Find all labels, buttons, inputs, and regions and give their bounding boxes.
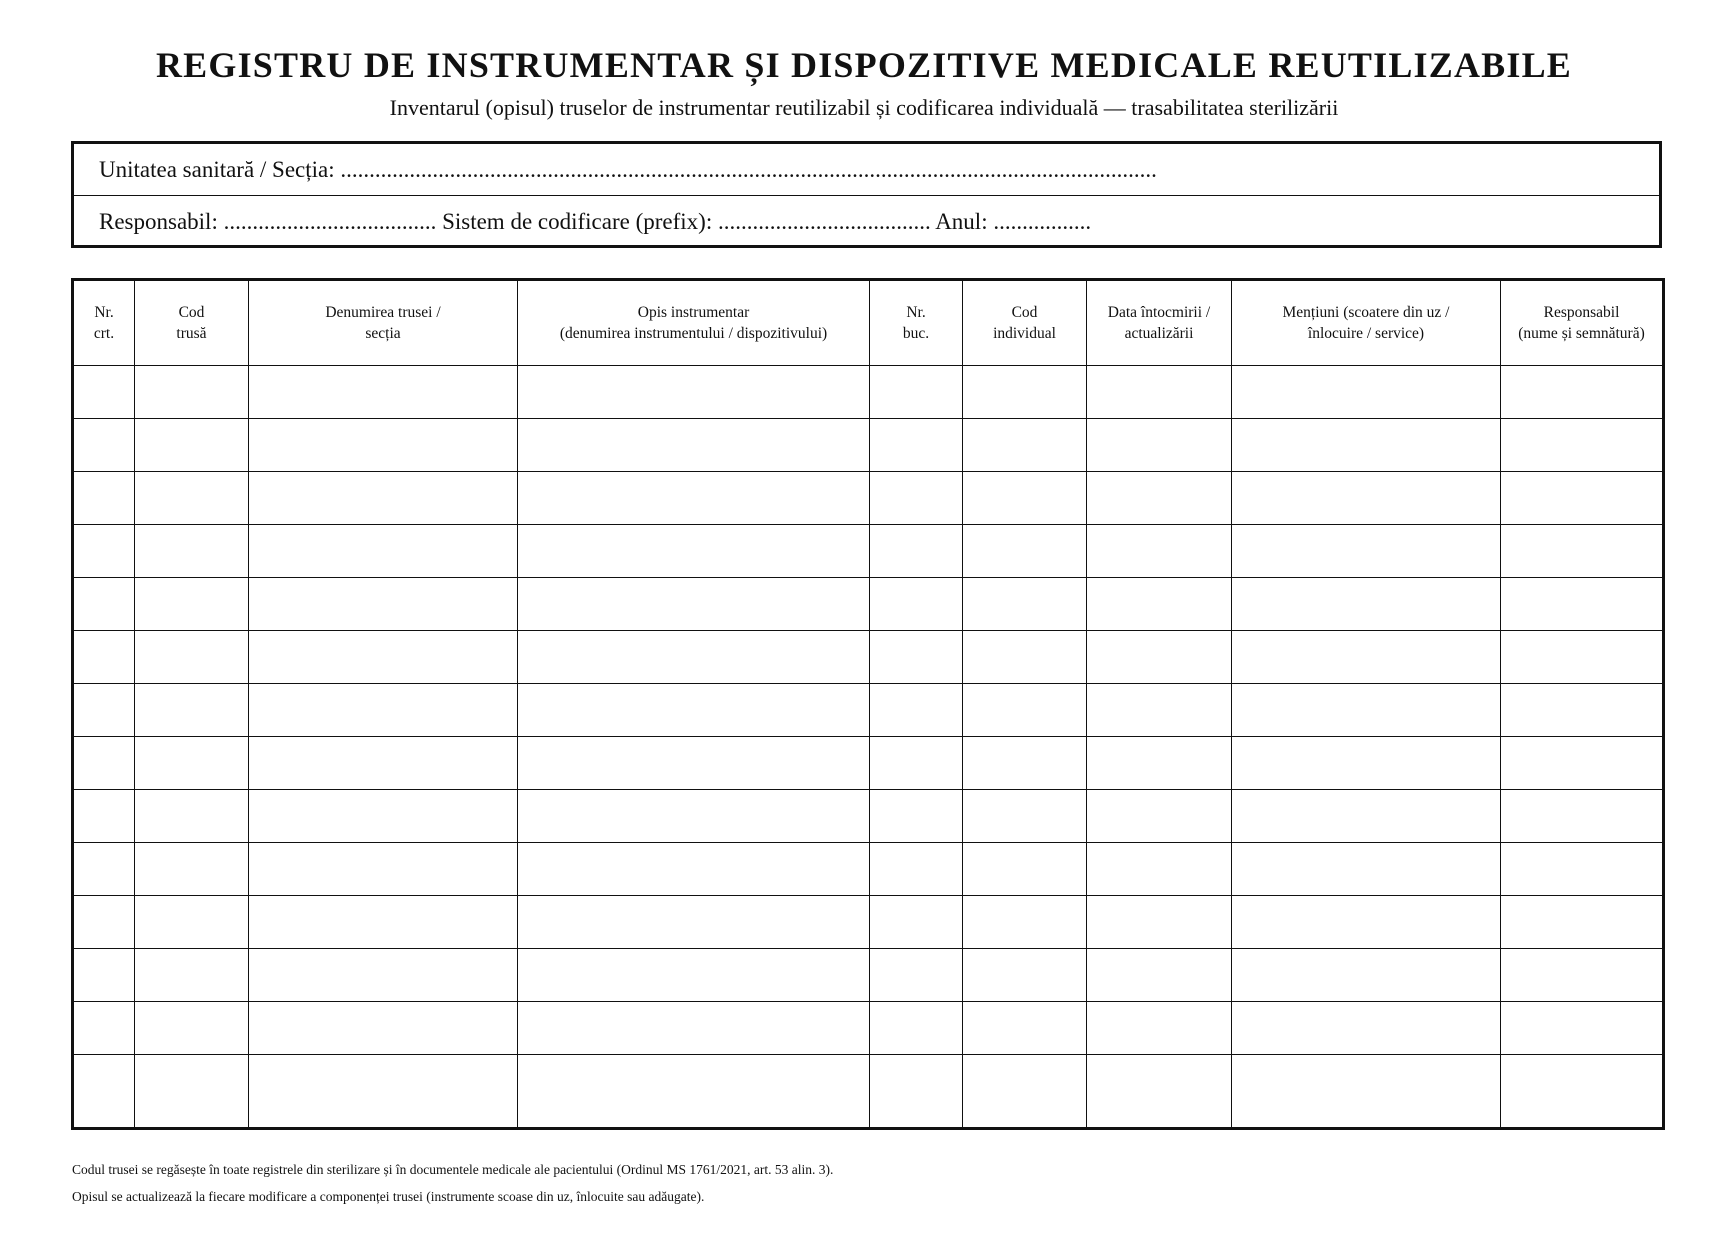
table-cell[interactable] xyxy=(963,896,1087,949)
col-header-responsabil xyxy=(1501,280,1664,366)
table-cell[interactable] xyxy=(1232,843,1501,896)
table-cell[interactable] xyxy=(870,684,963,737)
table-cell[interactable] xyxy=(870,525,963,578)
table-cell[interactable] xyxy=(1232,684,1501,737)
table-cell[interactable] xyxy=(73,525,135,578)
table-cell[interactable] xyxy=(249,472,518,525)
table-cell[interactable] xyxy=(1232,578,1501,631)
table-cell[interactable] xyxy=(518,684,870,737)
table-cell[interactable] xyxy=(249,631,518,684)
table-cell[interactable] xyxy=(249,737,518,790)
table-cell[interactable] xyxy=(963,843,1087,896)
table-cell[interactable] xyxy=(963,472,1087,525)
col-header-cod-trusa xyxy=(135,280,249,366)
col-header-denumirea-trusei xyxy=(249,280,518,366)
col-header-line: Data întocmirii / xyxy=(1107,304,1211,321)
table-cell[interactable] xyxy=(518,578,870,631)
col-header-nr-buc xyxy=(870,280,963,366)
table-cell[interactable] xyxy=(135,896,249,949)
table-cell[interactable] xyxy=(73,578,135,631)
table-cell[interactable] xyxy=(1232,366,1501,419)
info-unit-row: Unitatea sanitară / Secția: .............................................................................................................................................. xyxy=(74,144,1659,196)
table-cell[interactable] xyxy=(249,1002,518,1055)
table-cell[interactable] xyxy=(963,1002,1087,1055)
table-cell[interactable] xyxy=(135,472,249,525)
table-cell[interactable] xyxy=(1087,684,1232,737)
col-header-line: individual xyxy=(993,325,1056,342)
col-header-line: (denumirea instrumentului / dispozitivului) xyxy=(559,325,828,342)
table-cell[interactable] xyxy=(1501,631,1664,684)
col-header-mentiuni xyxy=(1232,280,1501,366)
table-row xyxy=(73,631,1664,684)
table-cell[interactable] xyxy=(963,684,1087,737)
table-cell[interactable] xyxy=(1501,366,1664,419)
table-cell[interactable] xyxy=(518,1055,870,1129)
col-header-line: înlocuire / service) xyxy=(1307,325,1425,342)
table-cell[interactable] xyxy=(1501,578,1664,631)
table-cell[interactable] xyxy=(73,684,135,737)
col-header-line: actualizării xyxy=(1124,325,1194,342)
table-cell[interactable] xyxy=(518,366,870,419)
col-header-line: Nr. xyxy=(94,304,114,321)
table-cell[interactable] xyxy=(249,790,518,843)
table-row xyxy=(73,843,1664,896)
table-cell[interactable] xyxy=(963,578,1087,631)
table-cell[interactable] xyxy=(135,1002,249,1055)
table-cell[interactable] xyxy=(870,949,963,1002)
table-cell[interactable] xyxy=(135,684,249,737)
table-cell[interactable] xyxy=(1232,896,1501,949)
col-header-line: Denumirea trusei / xyxy=(325,304,441,321)
table-cell[interactable] xyxy=(963,949,1087,1002)
col-header-line: Opis instrumentar xyxy=(637,304,750,321)
table-cell[interactable] xyxy=(1087,472,1232,525)
table-cell[interactable] xyxy=(870,896,963,949)
table-cell[interactable] xyxy=(249,419,518,472)
col-header-line: buc. xyxy=(902,325,930,342)
col-header-line: (nume și semnătură) xyxy=(1518,325,1645,342)
col-header-line: Cod xyxy=(1011,304,1038,321)
col-header-line: trusă xyxy=(176,325,207,342)
col-header-nr-crt xyxy=(73,280,135,366)
footnote-line: Opisul se actualizează la fiecare modificare a componenței trusei (instrumente scoase din uz, înlocuite sau adăugate). xyxy=(72,1189,705,1204)
table-cell[interactable] xyxy=(1501,896,1664,949)
table-cell[interactable] xyxy=(870,419,963,472)
table-cell[interactable] xyxy=(870,366,963,419)
table-cell[interactable] xyxy=(518,472,870,525)
table-cell[interactable] xyxy=(135,525,249,578)
table-cell[interactable] xyxy=(963,631,1087,684)
table-row xyxy=(73,419,1664,472)
table-cell[interactable] xyxy=(73,631,135,684)
table-cell[interactable] xyxy=(870,1002,963,1055)
col-header-line: Nr. xyxy=(906,304,926,321)
table-cell[interactable] xyxy=(73,1002,135,1055)
table-cell[interactable] xyxy=(1501,949,1664,1002)
table-cell[interactable] xyxy=(1232,419,1501,472)
table-cell[interactable] xyxy=(135,578,249,631)
table-cell[interactable] xyxy=(249,684,518,737)
table-cell[interactable] xyxy=(1087,790,1232,843)
table-row xyxy=(73,684,1664,737)
table-cell[interactable] xyxy=(518,1002,870,1055)
table-row xyxy=(73,1002,1664,1055)
table-cell[interactable] xyxy=(1501,843,1664,896)
table-cell[interactable] xyxy=(1501,1055,1664,1129)
table-cell[interactable] xyxy=(518,896,870,949)
col-header-line: Mențiuni (scoatere din uz / xyxy=(1282,304,1450,321)
table-cell[interactable] xyxy=(963,366,1087,419)
table-cell[interactable] xyxy=(870,790,963,843)
table-cell[interactable] xyxy=(870,578,963,631)
table-cell[interactable] xyxy=(249,366,518,419)
table-header-row xyxy=(73,280,1664,366)
table-row xyxy=(73,525,1664,578)
col-header-line: Cod xyxy=(178,304,205,321)
table-cell[interactable] xyxy=(1501,472,1664,525)
table-cell[interactable] xyxy=(870,843,963,896)
page-title: REGISTRU DE INSTRUMENTAR ȘI DISPOZITIVE MEDICALE REUTILIZABILE xyxy=(155,45,1573,85)
table-cell[interactable] xyxy=(870,737,963,790)
table-row xyxy=(73,366,1664,419)
table-cell[interactable] xyxy=(1232,949,1501,1002)
table-cell[interactable] xyxy=(963,1055,1087,1129)
table-cell[interactable] xyxy=(518,525,870,578)
info-box xyxy=(71,141,1662,248)
table-cell[interactable] xyxy=(870,631,963,684)
table-row xyxy=(73,949,1664,1002)
table-cell[interactable] xyxy=(249,525,518,578)
table-body xyxy=(73,366,1664,1129)
table-cell[interactable] xyxy=(1501,1002,1664,1055)
table-cell[interactable] xyxy=(73,366,135,419)
table-cell[interactable] xyxy=(870,472,963,525)
table-cell[interactable] xyxy=(1087,896,1232,949)
table-cell[interactable] xyxy=(249,949,518,1002)
col-header-line: Responsabil xyxy=(1543,304,1620,321)
table-cell[interactable] xyxy=(135,737,249,790)
table-cell[interactable] xyxy=(1087,366,1232,419)
table-row xyxy=(73,896,1664,949)
table-cell[interactable] xyxy=(1232,737,1501,790)
table-cell[interactable] xyxy=(73,843,135,896)
table-cell[interactable] xyxy=(249,578,518,631)
table-cell[interactable] xyxy=(963,790,1087,843)
info-responsible-row: Responsabil: ..................................... Sistem de codificare (prefix): ..................................... Anul: ................. xyxy=(99,209,1092,234)
table-cell[interactable] xyxy=(135,631,249,684)
table-cell[interactable] xyxy=(1087,843,1232,896)
table-cell[interactable] xyxy=(1087,631,1232,684)
table-cell[interactable] xyxy=(249,896,518,949)
table-cell[interactable] xyxy=(1501,790,1664,843)
footnotes xyxy=(72,1156,833,1210)
table-cell[interactable] xyxy=(135,949,249,1002)
table-cell[interactable] xyxy=(73,896,135,949)
table-cell[interactable] xyxy=(1087,737,1232,790)
table-cell[interactable] xyxy=(73,790,135,843)
table-cell[interactable] xyxy=(249,843,518,896)
table-cell[interactable] xyxy=(1232,1055,1501,1129)
table-cell[interactable] xyxy=(518,790,870,843)
table-row xyxy=(73,1055,1664,1129)
table-row xyxy=(73,737,1664,790)
table-cell[interactable] xyxy=(1501,737,1664,790)
table-cell[interactable] xyxy=(518,843,870,896)
table-cell[interactable] xyxy=(135,1055,249,1129)
table-cell[interactable] xyxy=(1232,790,1501,843)
table-cell[interactable] xyxy=(73,1055,135,1129)
table-cell[interactable] xyxy=(963,525,1087,578)
table-cell[interactable] xyxy=(518,631,870,684)
table-cell[interactable] xyxy=(1501,419,1664,472)
table-row xyxy=(73,472,1664,525)
table-cell[interactable] xyxy=(963,737,1087,790)
table-cell[interactable] xyxy=(135,366,249,419)
col-header-line: crt. xyxy=(93,325,115,342)
col-header-data-intocmirii xyxy=(1087,280,1232,366)
table-row xyxy=(73,790,1664,843)
col-header-line: secția xyxy=(365,325,401,342)
col-header-cod-individual xyxy=(963,280,1087,366)
table-row xyxy=(73,578,1664,631)
table-cell[interactable] xyxy=(135,790,249,843)
table-cell[interactable] xyxy=(870,1055,963,1129)
table-cell[interactable] xyxy=(1501,684,1664,737)
table-cell[interactable] xyxy=(249,1055,518,1129)
register-table xyxy=(71,278,1665,1130)
table-cell[interactable] xyxy=(518,949,870,1002)
table-cell[interactable] xyxy=(73,737,135,790)
table-cell[interactable] xyxy=(1087,1002,1232,1055)
table-cell[interactable] xyxy=(1087,578,1232,631)
table-cell[interactable] xyxy=(73,419,135,472)
table-cell[interactable] xyxy=(1087,419,1232,472)
table-cell[interactable] xyxy=(1232,631,1501,684)
table-cell[interactable] xyxy=(1087,1055,1232,1129)
table-cell[interactable] xyxy=(135,843,249,896)
table-cell[interactable] xyxy=(518,419,870,472)
col-header-opis-instrumentar xyxy=(518,280,870,366)
table-cell[interactable] xyxy=(1087,949,1232,1002)
table-cell[interactable] xyxy=(73,472,135,525)
table-cell[interactable] xyxy=(1087,525,1232,578)
table-cell[interactable] xyxy=(1232,472,1501,525)
page-subtitle: Inventarul (opisul) truselor de instrumentar reutilizabil și codificarea individuală — trasabilitatea sterilizării xyxy=(389,95,1339,120)
table-cell[interactable] xyxy=(1501,525,1664,578)
table-cell[interactable] xyxy=(73,949,135,1002)
table-cell[interactable] xyxy=(1232,1002,1501,1055)
table-cell[interactable] xyxy=(963,419,1087,472)
table-cell[interactable] xyxy=(135,419,249,472)
table-cell[interactable] xyxy=(1232,525,1501,578)
table-cell[interactable] xyxy=(518,737,870,790)
footnote-line: Codul trusei se regăsește în toate registrele din sterilizare și în documentele medicale ale pacientului (Ordinul MS 1761/2021, art. 53 alin. 3). xyxy=(72,1162,834,1177)
